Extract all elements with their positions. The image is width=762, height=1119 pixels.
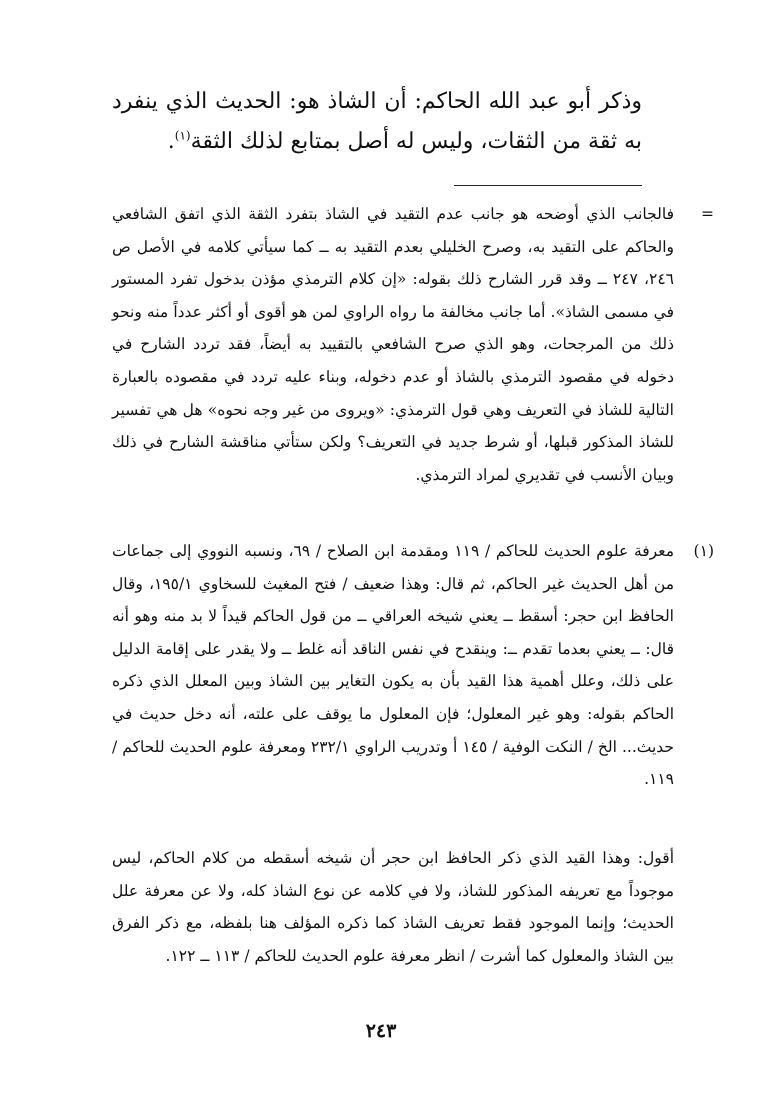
footnote-1-text: معرفة علوم الحديث للحاكم / ١١٩ ومقدمة ابن الصلاح / ٦٩، ونسبه النووي إلى جماعات من أهل الحديث غير الحاكم، ثم قال: وهذا ضعيف / فتح المغيث للسخاوي ١٩٥/١، وقال الحافظ ابن حجر: أسقط ــ يعني شيخه العراقي ــ من قول الحاكم قيداً لا بد منه وهو أنه قال: ــ يعني بعدما تقدم ــ: وينقدح في نفس الناقد أنه غلط ــ ولا يقدر على إقامة الدليل على ذلك، وعلل أهمية هذا القيد بأن به يكون التغاير بين الشاذ وبين المعلل الذي ذكره الحاكم بقوله: وهو غير المعلول؛ فإن المعلول ما يوقف على علته، أنه دخل حديث في حديث... الخ / النكت الوفية / ١٤٥ أ وتدريب الراوي ٢٣٢/١ ومعرفة علوم الحديث للحاكم / ١١٩. [112,542,674,789]
footnote-continuation-text: فالجانب الذي أوضحه هو جانب عدم التقيد في الشاذ بتفرد الثقة الذي اتفق الشافعي والحاكم على التقيد به، وصرح الخليلي بعدم التقيد به ــ كما سيأتي كلامه في الأصل ص ٢٤٦، ٢٤٧ ــ وقد قرر الشارح ذلك بقوله: «إن كلام الترمذي مؤذن بدخول تفرد المستور في مسمى الشاذ». أما جانب مخالفة ما رواه الراوي لمن هو أقوى أو أكثر عدداً منه ونحو ذلك من المرجحات، وهو الذي صرح الشافعي بالتقييد به أيضاً، فقد تردد الشارح في دخوله في مقصود الترمذي بالشاذ أو عدم دخوله، وبناء عليه تردد في مقصوده بالعبارة التالية للشاذ في التعريف وهي قول الترمذي: «ويروى من غير وجه نحوه» هل هي تفسير للشاذ المذكور قبلها، أو شرط جديد في التعريف؟ ولكن ستأتي مناقشة الشارح في ذلك وبيان الأنسب في تقديري لمراد الترمذي. [112,205,674,484]
continuation-marker: = [701,205,714,223]
main-paragraph [112,82,642,162]
footnote-separator [454,185,642,186]
footnote-continuation [112,198,714,491]
footnote-comment-text: أقول: وهذا القيد الذي ذكر الحافظ ابن حجر أن شيخه أسقطه من كلام الحاكم، ليس موجوداً مع تعريفه المذكور للشاذ، ولا في كلامه عن نوع الشاذ كله، ولا عن معرفة علل الحديث؛ وإنما الموجود فقط تعريف الشاذ كما ذكره المؤلف هنا بلفظه، مع ذكر الفرق بين الشاذ والمعلول كما أشرت / انظر معرفة علوم الحديث للحاكم / ١١٣ ــ ١٢٢. [112,849,674,965]
footnote-reference: (١) [174,128,191,143]
main-paragraph-text: وذكر أبو عبد الله الحاكم: أن الشاذ هو: الحديث الذي ينفرد به ثقة من الثقات، وليس له أصل بمتابع لذلك الثقة [112,89,642,154]
main-paragraph-end: . [167,129,175,154]
footnote-1-marker: (١) [693,542,714,560]
footnote-comment [112,842,674,972]
page-number: ٢٤٣ [365,1020,397,1042]
footnote-1 [112,535,714,796]
